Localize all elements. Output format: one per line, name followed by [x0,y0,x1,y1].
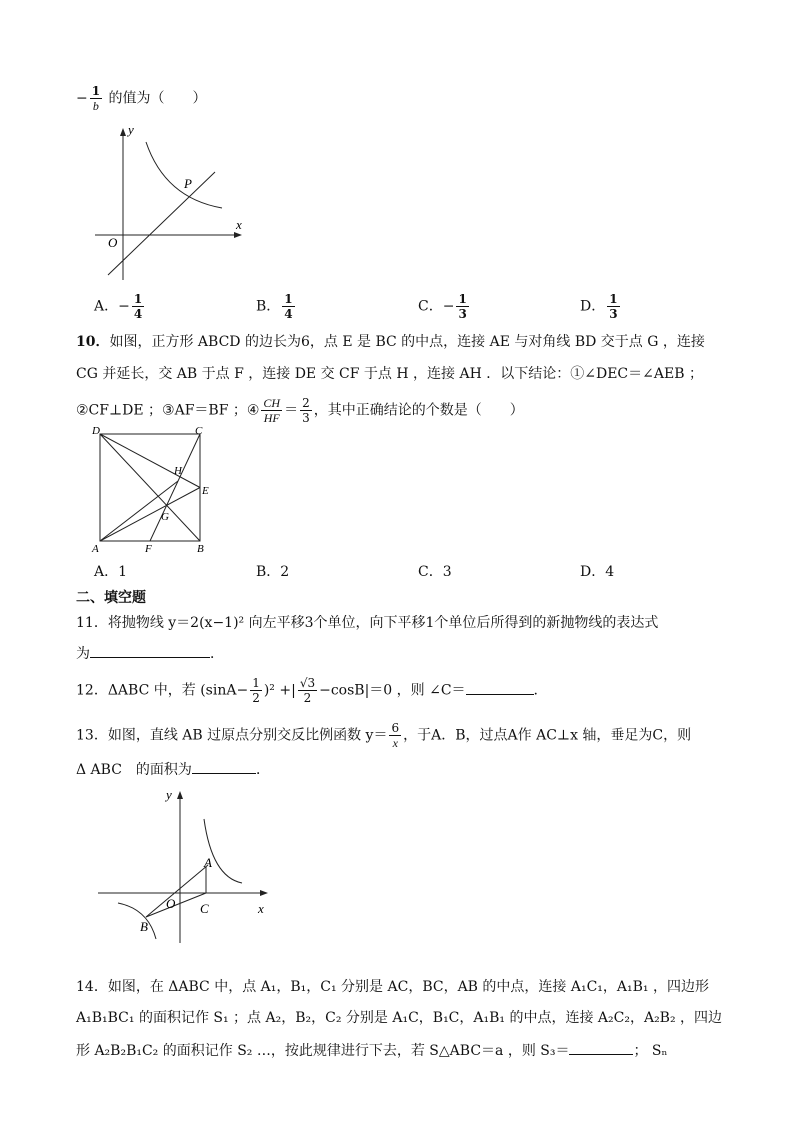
point-b-label: B [140,919,148,934]
x-axis-label: x [236,217,242,232]
q14-answer-blank-s3[interactable] [569,1040,633,1055]
q14-line1: 14．如图，在 ΔABC 中，点 A₁，B₁，C₁ 分别是 AC，BC，AB 的中点，连接 A₁C₁，A₁B₁ ，四边形 [76,979,709,995]
segment-cf [150,434,200,541]
y-axis-arrow [120,128,126,136]
q11-answer-blank[interactable] [90,643,210,658]
segment-de [100,434,200,488]
q11-line1: 11．将抛物线 y＝2(x−1)² 向左平移3个单位，向下平移1个单位后所得到的新抛物线的表达式 [76,615,659,631]
hyperbola-curve [146,142,222,208]
q10-line2: CG 并延长，交 AB 于点 F ，连接 DE 交 CF 于点 H ，连接 AH ．以下结论：①∠DEC＝∠AEB ； [76,366,703,382]
q13-line1: 13．如图，直线 AB 过原点分别交反比例函数 y＝ $\frac{6}{x}$ ，于A．B，过点A作 AC⊥x 轴，垂足为C，则 [76,721,692,750]
q10-line1: 10．如图，正方形 ABCD 的边长为6，点 E 是 BC 的中点，连接 AE 与对角线 BD 交于点 G ，连接 [76,334,705,350]
x-axis-label: x [258,901,264,916]
x-axis-arrow [260,890,268,896]
line-ab [146,865,208,917]
q13-graph [94,785,274,945]
q10-square-figure [88,424,218,554]
q9-graph [90,120,255,282]
segment-ae [100,488,200,542]
hyperbola-branch-q3 [118,903,156,939]
point-p-label: P [184,176,192,191]
x-axis-arrow [234,232,242,238]
fraction-one-half: $\frac{1}{2}$ [252,676,260,705]
fraction-six-over-x: $\frac{6}{x}$ [391,721,400,750]
q10-line3: ②CF⊥DE ；③AF＝BF ；④ $\frac{CH}{HF}$ ＝ $\frac{2}{3}$ ，其中正确结论的个数是（ ） [76,396,524,425]
fraction-two-thirds: $\frac{2}{3}$ [302,396,310,425]
segment-bc [146,893,206,917]
origin-label: O [108,235,118,250]
q9-stem [76,84,207,113]
q10-option-c[interactable]: C．3 [418,564,452,580]
q12-answer-blank[interactable] [466,680,534,695]
label-a: A [92,543,99,554]
y-axis-label: y [166,787,172,802]
q9-option-c[interactable]: C．− $\frac{1}{3}$ [418,292,467,321]
q13-answer-blank[interactable] [192,759,256,774]
label-c: C [195,425,203,437]
q14-line2: A₁B₁BC₁ 的面积记作 S₁ ；点 A₂，B₂，C₂ 分别是 A₁C，B₁C，A₁B₁ 的中点，连接 A₂C₂，A₂B₂ ，四边 [76,1010,723,1026]
q10-option-b[interactable]: B．2 [256,564,290,580]
fraction-one-over-b: $\frac{1}{b}$ [91,84,101,113]
fraction-sqrt3-over-2: $\frac{√3}{2}$ [299,676,316,705]
label-b: B [197,543,204,554]
point-c-label: C [200,901,209,916]
label-h: H [174,465,182,477]
y-axis-label: y [128,122,134,137]
diagonal-bd [100,434,200,541]
fraction-ch-over-hf: $\frac{CH}{HF}$ [263,396,281,425]
q9-option-b[interactable]: B． $\frac{1}{4}$ [256,292,293,321]
point-a-label: A [204,855,212,870]
origin-label: O [166,896,176,911]
q14-line3: 形 A₂B₂B₁C₂ 的面积记作 S₂ …，按此规律进行下去，若 S△ABC＝a ，则 S₃＝ ； Sₙ [76,1040,668,1061]
y-axis-arrow [177,791,183,799]
straight-line [108,172,215,275]
q13-line2: Δ ABC 的面积为 ． [76,759,270,780]
q11-line2: 为 ． [76,643,224,664]
section-heading-fill-in: 二、填空题 [76,590,146,606]
q12-line: 12．ΔABC 中，若 (sinA− $\frac{1}{2}$ )² +| $\frac{√3}{2}$ −cosB|＝0 ，则 ∠C＝ . [76,676,538,705]
q10-option-d[interactable]: D．4 [580,564,615,580]
minus-sign: − [76,90,88,107]
label-f: F [145,543,152,554]
q9-stem-tail: 的值为（ ） [108,90,207,107]
hyperbola-branch-q1 [204,819,242,883]
label-e: E [202,485,209,497]
q10-option-a[interactable]: A．1 [94,564,128,580]
label-d: D [92,425,100,437]
label-g: G [161,511,169,523]
q9-option-a[interactable]: A．− $\frac{1}{4}$ [94,292,143,321]
q9-option-d[interactable]: D． $\frac{1}{3}$ [580,292,618,321]
